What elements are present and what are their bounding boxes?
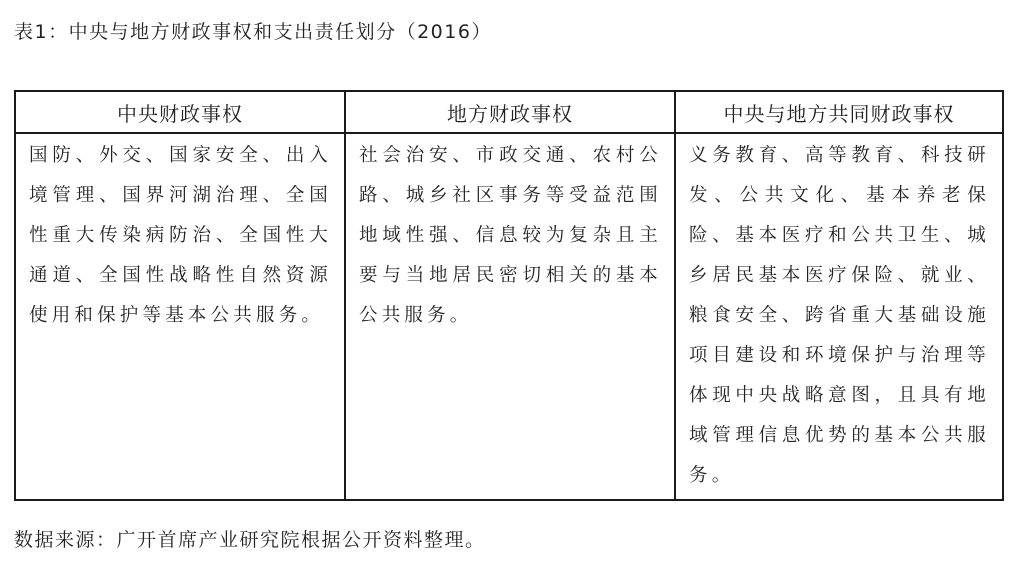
header-row [15,91,1003,133]
table-row [15,133,1003,500]
header-shared: 中央与地方共同财政事权 [675,91,1003,133]
header-local: 地方财政事权 [345,91,675,133]
cell-central: 国防、外交、国家安全、出入境管理、国界河湖治理、全国性重大传染病防治、全国性大通道、全国性战略性自然资源使用和保护等基本公共服务。 [15,133,345,500]
division-table [14,90,1004,501]
cell-shared: 义务教育、高等教育、科技研发、公共文化、基本养老保险、基本医疗和公共卫生、城乡居民基本医疗保险、就业、粮食安全、跨省重大基础设施项目建设和环境保护与治理等体现中央战略意图，且具有地域管理信息优势的基本公共服务。 [675,133,1003,500]
cell-local: 社会治安、市政交通、农村公路、城乡社区事务等受益范围地域性强、信息较为复杂且主要与当地居民密切相关的基本公共服务。 [345,133,675,500]
table-caption: 表1：中央与地方财政事权和支出责任划分（2016） [14,21,492,43]
header-central: 中央财政事权 [15,91,345,133]
source-note: 数据来源：广开首席产业研究院根据公开资料整理。 [14,529,486,551]
